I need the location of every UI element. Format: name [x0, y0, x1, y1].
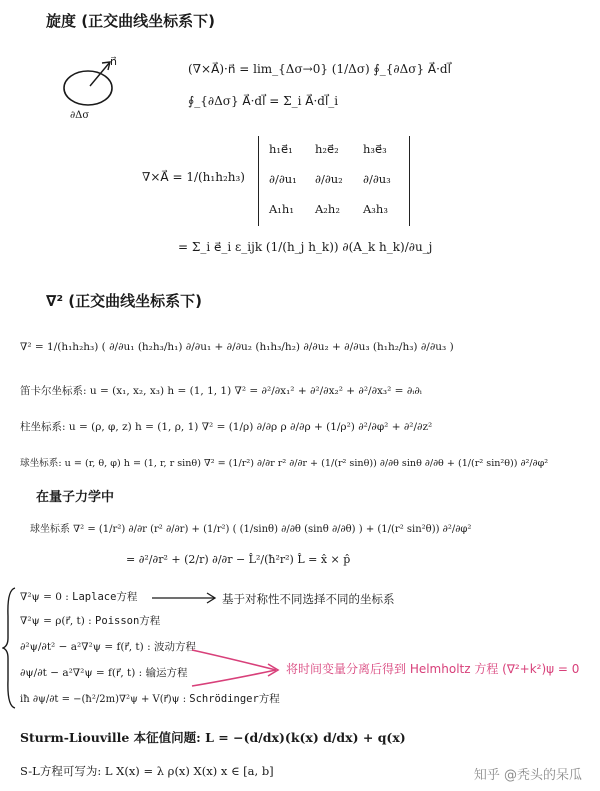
symmetry-arrow [150, 590, 220, 606]
qm-heading: 在量子力学中 [36, 490, 115, 505]
curl-index-form: = Σ_i e⃗_i ε_ijk (1/(h_j h_k)) ∂(A_k h_k)/∂u_j [178, 240, 433, 254]
equation-name: 输运方程 [145, 667, 188, 679]
matrix-cell: ∂/∂u₁ [269, 172, 297, 186]
matrix-cell: A₁h₁ [269, 202, 294, 216]
equations-brace [2, 586, 18, 710]
equation-name: Schrödinger方程 [189, 693, 280, 705]
symmetry-note: 基于对称性不同选择不同的坐标系 [222, 592, 395, 606]
list-item [20, 590, 137, 605]
helmholtz-note: 将时间变量分离后得到 Helmholtz 方程 (∇²+k²)ψ = 0 [286, 662, 580, 676]
matrix-cell: h₂e⃗₂ [315, 142, 339, 156]
matrix-cell: h₃e⃗₃ [363, 142, 387, 156]
matrix-cell: ∂/∂u₂ [315, 172, 343, 186]
equation-name: Laplace方程 [72, 591, 138, 603]
surface-ellipse [64, 71, 112, 105]
curl-heading: 旋度 (正交曲线坐标系下) [46, 12, 215, 30]
qm-spherical-laplacian: 球坐标系 ∇² = (1/r²) ∂/∂r (r² ∂/∂r) + (1/r²) ( (1/sinθ) ∂/∂θ (sinθ ∂/∂θ) ) + (1/(r² sin²θ)) ∂²/∂φ² [30, 524, 472, 535]
qm-angular-form: = ∂²/∂r² + (2/r) ∂/∂r − L̂²/(ħ²r²) L̂ = x̂ × p̂ [126, 553, 351, 566]
matrix-cell: A₃h₃ [363, 202, 388, 216]
equation-name: 波动方程 [153, 641, 196, 653]
equation-lhs: ∂²ψ/∂t² − a²∇²ψ = f(r⃗, t) : [20, 641, 151, 653]
matrix-cell: ∂/∂u₃ [363, 172, 391, 186]
curl-determinant-lhs: ∇×A⃗ = 1/(h₁h₂h₃) [142, 170, 245, 184]
list-item [20, 640, 196, 655]
curl-matrix [258, 136, 410, 226]
sturm-liouville-operator: Sturm-Liouville 本征值问题: L = −(d/dx)(k(x) d/dx) + q(x) [20, 730, 406, 745]
area-label: ∂Δσ [70, 110, 90, 121]
normal-arrow [90, 62, 110, 86]
equation-lhs: ∂ψ/∂t − a²∇²ψ = f(r⃗, t) : [20, 667, 143, 679]
normal-label: n⃗ [110, 55, 117, 68]
matrix-cell: h₁e⃗₁ [269, 142, 293, 156]
equation-lhs: ∇²ψ = ρ(r⃗, t) : [20, 615, 92, 627]
matrix-cell: A₂h₂ [315, 202, 340, 216]
line-integral-sum: ∮_{∂Δσ} A⃗·dl⃗ = Σ_i A⃗·dl⃗_i [188, 94, 339, 108]
laplace-cartesian: 笛卡尔坐标系: u = (x₁, x₂, x₃) h = (1, 1, 1) ∇² = ∂²/∂x₁² + ∂²/∂x₂² + ∂²/∂x₃² = ∂ᵢ∂ᵢ [20, 385, 422, 397]
helmholtz-arrows [188, 634, 284, 704]
curl-limit-def: (∇×A⃗)·n⃗ = lim_{Δσ→0} (1/Δσ) ∮_{∂Δσ} A⃗·dl⃗ [188, 62, 451, 76]
sturm-liouville-form: S-L方程可写为: L X(x) = λ ρ(x) X(x) x ∈ [a, b] [20, 764, 274, 778]
laplace-heading: ∇² (正交曲线坐标系下) [46, 292, 202, 310]
list-item [20, 614, 160, 629]
equation-lhs: iħ ∂ψ/∂t = −(ħ²/2m)∇²ψ + V(r⃗)ψ : [20, 694, 187, 705]
laplace-spherical: 球坐标系: u = (r, θ, φ) h = (1, r, r sinθ) ∇² = (1/r²) ∂/∂r r² ∂/∂r + (1/(r² sinθ)) ∂/∂θ sinθ ∂/∂θ + (1/(r² sin²θ)) ∂²/∂φ² [20, 458, 549, 469]
watermark: 知乎 @秃头的呆瓜 [473, 768, 582, 783]
laplace-cylindrical: 柱坐标系: u = (ρ, φ, z) h = (1, ρ, 1) ∇² = (1/ρ) ∂/∂ρ ρ ∂/∂ρ + (1/ρ²) ∂²/∂φ² + ∂²/∂z² [20, 421, 433, 433]
list-item [20, 666, 188, 681]
equation-lhs: ∇²ψ = 0 : [20, 591, 69, 603]
laplace-general: ∇² = 1/(h₁h₂h₃) ( ∂/∂u₁ (h₂h₃/h₁) ∂/∂u₁ + ∂/∂u₂ (h₁h₃/h₂) ∂/∂u₂ + ∂/∂u₃ (h₁h₂/h₃) ∂/∂u₃ ) [20, 341, 454, 353]
equation-name: Poisson方程 [95, 615, 161, 627]
